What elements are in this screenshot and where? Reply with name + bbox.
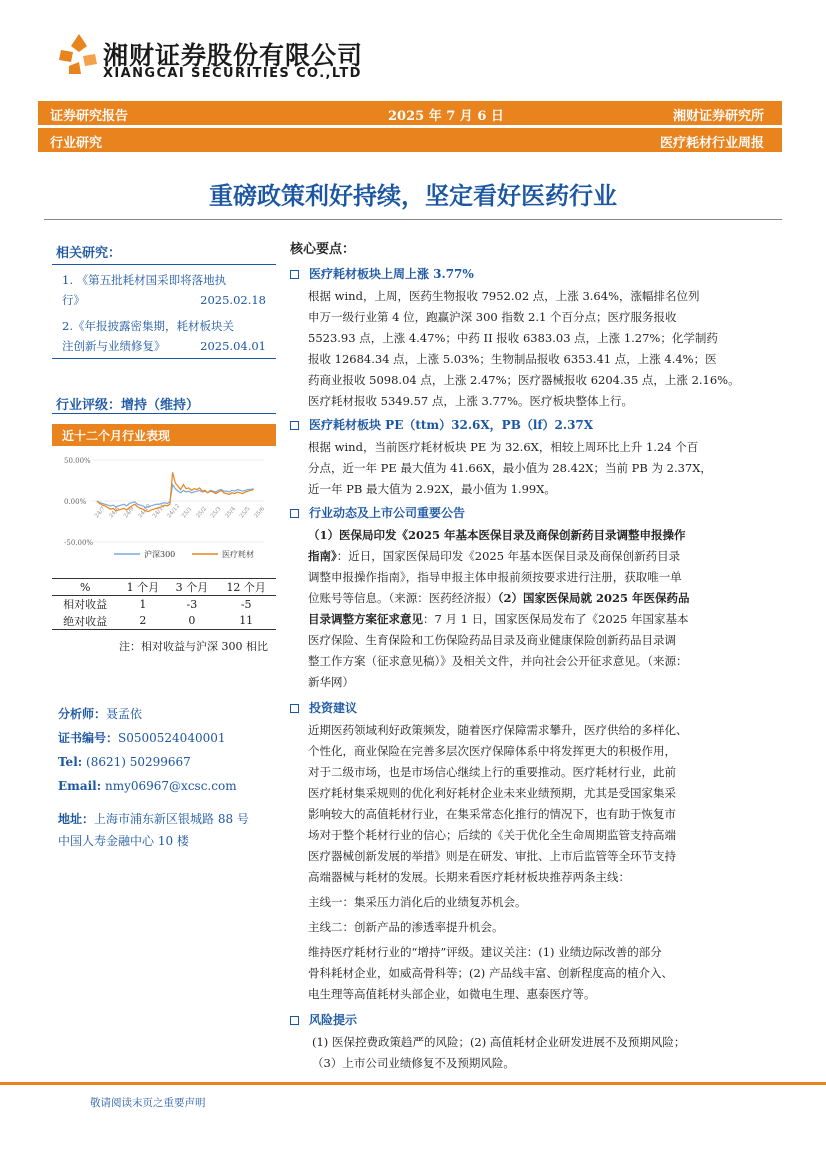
analyst-info: 分析师：聂孟依 证书编号：S0500524040001 Tel: (8621) 50299667 Email: nmy06967@xcsc.com <box>58 707 237 793</box>
text-line: 报收 12684.34 点，上涨 5.03%；生物制品报收 6353.41 点，上涨 4.4%；医 <box>308 352 717 366</box>
main-line-2: 主线二：创新产品的渗透率提升机会。 <box>308 920 504 934</box>
text-line: 根据 wind，上周，医药生物报收 7952.02 点，上涨 3.64%，涨幅排名位列 <box>308 289 700 303</box>
text-line: 5523.93 点，上涨 4.47%；中药 II 报收 6383.03 点，上涨 1.27%；化学制药 <box>308 331 718 345</box>
x-tick-label: 24/9 <box>122 505 136 520</box>
table-header: 12 个月 <box>226 581 266 594</box>
text-line: 整工作方案（征求意见稿）》及相关文件，并向社会公开征求意见。（来源： <box>308 654 688 668</box>
text-line: （3）上市公司业绩修复不及预期风险。 <box>312 1056 515 1070</box>
x-tick-label: 24/7 <box>93 505 107 520</box>
related-item-2[interactable]: 2.《年报披露密集期，耗材板块关 注创新与业绩修复》 2025.04.01 <box>62 319 266 353</box>
perf-chart-title: 近十二个月行业表现 <box>52 424 276 446</box>
section-1-body <box>290 286 782 412</box>
text-line: 医疗保险、生育保险和工伤保险药品目录及商业健康保险创新药品目录调 <box>308 633 676 647</box>
header-band-1 <box>38 101 782 125</box>
text-line: 电生理等高值耗材头部企业，如微电生理、惠泰医疗等。 <box>308 987 596 1001</box>
section-3-title: 行业动态及上市公司重要公告 <box>290 504 782 521</box>
section-4-body <box>290 720 782 888</box>
header-band-2 <box>38 128 782 152</box>
x-tick-label: 24/12 <box>166 503 182 520</box>
report-type: 证券研究报告 <box>50 109 129 124</box>
x-tick-label: 24/8 <box>108 505 121 520</box>
x-tick-label: 25/3 <box>209 505 223 520</box>
checkbox-icon <box>290 704 299 713</box>
section-5-title: 风险提示 <box>290 1011 782 1028</box>
text-line: (1) 医保控费政策趋严的风险；(2) 高值耗材企业研发进展不及预期风险； <box>312 1035 686 1049</box>
footer-bar <box>0 1082 826 1085</box>
company-logo-icon <box>57 32 101 76</box>
text-line: 根据 wind，当前医疗耗材板块 PE 为 32.6X，相较上周环比上升 1.24 个百 <box>308 440 699 454</box>
text-line: 个性化，商业保险在完善多层次医疗保障体系中将发挥更大的积极作用， <box>308 744 676 758</box>
section-2-title: 医疗耗材板块 PE（ttm）32.6X，PB（lf）2.37X <box>290 416 782 433</box>
x-tick-label: 25/6 <box>253 505 266 520</box>
text-line: 近期医药领域利好政策频发，随着医疗保障需求攀升，医疗供给的多样化、 <box>308 723 688 737</box>
x-tick-label: 24/11 <box>151 503 167 520</box>
text-line: 位账号等信息。（来源：医药经济报）（2）国家医保局就 2025 年医保药品 <box>308 591 690 605</box>
y-tick-label: -50.00% <box>64 539 94 547</box>
section-1-title: 医疗耗材板块上周上涨 3.77% <box>290 265 782 282</box>
text-line: 指南》：近日，国家医保局印发《2025 年基本医保目录及商保创新药目录 <box>308 549 681 563</box>
footer-disclaimer: 敬请阅读末页之重要声明 <box>90 1097 206 1109</box>
legend-label: 医疗耗材 <box>222 550 254 559</box>
performance-table <box>52 578 276 630</box>
y-tick-label: 0.00% <box>64 498 87 506</box>
company-name-en: XIANGCAI SECURITIES CO.,LTD <box>103 66 362 81</box>
text-line: 新华网） <box>308 675 354 689</box>
company-name-cn: 湘财证券股份有限公司 <box>103 41 364 70</box>
section-4-title: 投资建议 <box>290 699 782 716</box>
research-category: 行业研究 <box>50 136 103 151</box>
text-line: 药商业报收 5098.04 点，上涨 2.47%；医疗器械报收 6204.35 点，上涨 2.16%。 <box>308 373 740 387</box>
report-date: 2025 年 7 月 6 日 <box>388 109 504 124</box>
legend-label: 沪深300 <box>144 550 176 559</box>
text-line: 医疗器械创新发展的举措》则是在研发、审批、上市后监管等全环节支持 <box>308 849 676 863</box>
table-row: 绝对收益 2 0 11 <box>52 613 276 630</box>
y-tick-label: 50.00% <box>64 457 91 465</box>
text-line: 医疗耗材报收 5349.57 点，上涨 3.77%。医疗板块整体上行。 <box>308 394 634 408</box>
text-line: （1）医保局印发《2025 年基本医保目录及商保创新药目录调整申报操作 <box>308 528 686 542</box>
text-line: 目录调整方案征求意见：7 月 1 日，国家医保局发布了《2025 年国家基本 <box>308 612 689 626</box>
checkbox-icon <box>290 509 299 518</box>
table-header: 1 个月 <box>126 581 160 594</box>
report-series: 医疗耗材行业周报 <box>659 136 764 151</box>
x-tick-label: 25/5 <box>238 505 252 520</box>
x-tick-label: 24/10 <box>137 503 153 520</box>
table-header: % <box>79 580 91 594</box>
text-line: 维持医疗耗材行业的“增持”评级。建议关注：(1) 业绩边际改善的部分 <box>308 945 662 959</box>
text-line: 影响较大的高值耗材行业，在集采常态化推行的情况下，也有助于恢复市 <box>308 807 676 821</box>
table-row: 相对收益 1 -3 -5 <box>63 597 252 612</box>
section-4-tail <box>290 942 782 1005</box>
performance-chart <box>52 450 276 575</box>
text-line: 对于二级市场，也是市场信心继续上行的重要推动。医疗耗材行业，此前 <box>308 765 676 779</box>
industry-rating: 行业评级：增持（维持） <box>56 398 200 413</box>
title-divider <box>44 219 782 220</box>
analyst-email[interactable]: nmy06967@xcsc.com <box>105 779 237 793</box>
checkbox-icon <box>290 1016 299 1025</box>
related-research-heading: 相关研究： <box>56 246 122 261</box>
section-5-body <box>290 1032 782 1074</box>
text-line: 骨科耗材企业，如威高骨科等；(2) 产品线丰富、创新程度高的植介入、 <box>308 966 673 980</box>
checkbox-icon <box>290 270 299 279</box>
table-header: 3 个月 <box>175 581 209 594</box>
core-points-heading: 核心要点： <box>290 242 356 257</box>
section-2-body <box>290 437 782 500</box>
checkbox-icon <box>290 421 299 430</box>
text-line: 申万一级行业第 4 位，跑赢沪深 300 指数 2.1 个百分点；医疗服务报收 <box>308 310 677 324</box>
text-line: 场对于整个耗材行业的信心；后续的《关于优化全生命周期监管支持高端 <box>308 828 676 842</box>
address: 地址：上海市浦东新区银城路 88 号 中国人寿金融中心 10 楼 <box>58 812 249 848</box>
text-line: 调整申报操作指南》，指导申报主体申报前须按要求进行注册，获取唯一单 <box>308 570 682 584</box>
report-title: 重磅政策利好持续，坚定看好医药行业 <box>209 182 617 210</box>
section-3-body <box>290 525 782 693</box>
text-line: 医疗耗材集采规则的优化利好耗材企业未来业绩预期，尤其是受国家集采 <box>308 786 676 800</box>
related-item-1[interactable]: 1. 《第五批耗材国采即将落地执 行》 2025.02.18 <box>62 273 266 307</box>
x-tick-label: 25/2 <box>195 505 208 520</box>
institute-name: 湘财证券研究所 <box>672 109 764 124</box>
text-line: 分点，近一年 PE 最大值为 41.66X，最小值为 28.42X；当前 PB 为 2.37X， <box>308 461 712 475</box>
text-line: 高端器械与耗材的发展。长期来看医疗耗材板块推荐两条主线： <box>308 870 630 884</box>
table-note: 注：相对收益与沪深 300 相比 <box>119 640 268 653</box>
main-content <box>290 238 782 1074</box>
x-tick-label: 25/1 <box>180 505 194 520</box>
main-line-1: 主线一：集采压力消化后的业绩复苏机会。 <box>308 895 527 909</box>
x-tick-label: 25/4 <box>224 505 237 520</box>
text-line: 近一年 PB 最大值为 2.92X，最小值为 1.99X。 <box>308 482 556 496</box>
